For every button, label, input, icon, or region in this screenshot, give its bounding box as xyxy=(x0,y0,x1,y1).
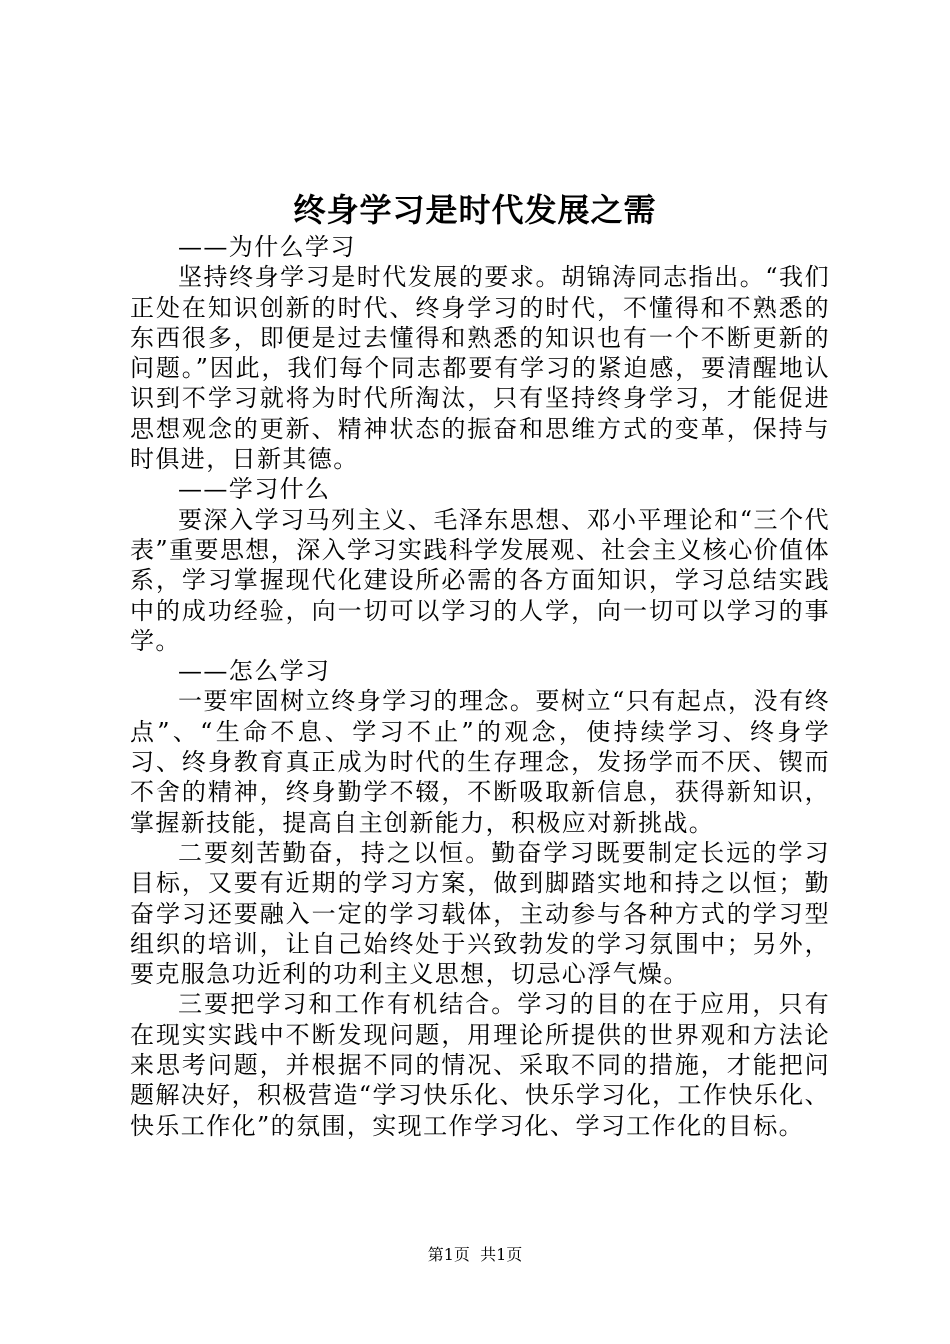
section-heading-how: ——怎么学习 xyxy=(178,657,331,686)
paragraph-what: 要深入学习马列主义、毛泽东思想、邓小平理论和“三个代表”重要思想，深入学习实践科学发展观、社会主义核心价值体系，学习掌握现代化建设所必需的各方面知识，学习总结实践中的成功经验，向一切可以学习的人学，向一切可以学习的事学。 xyxy=(130,505,830,655)
paragraph-why: 坚持终身学习是时代发展的要求。胡锦涛同志指出。“我们正处在知识创新的时代、终身学习的时代，不懂得和不熟悉的东西很多，即便是过去懂得和熟悉的知识也有一个不断更新的问题。”因此，我们每个同志都要有学习的紧迫感，要清醒地认识到不学习就将为时代所淘汰，只有坚持终身学习，才能促进思想观念的更新、精神状态的振奋和思维方式的变革，保持与时俱进，日新其德。 xyxy=(130,263,830,474)
document-title: 终身学习是时代发展之需 xyxy=(293,191,657,229)
paragraph-how-1: 一要牢固树立终身学习的理念。要树立“只有起点，没有终点”、“生命不息、学习不止”的观念，使持续学习、终身学习、终身教育真正成为时代的生存理念，发扬学而不厌、锲而不舍的精神，终身勤学不辍，不断吸取新信息，获得新知识，掌握新技能，提高自主创新能力，积极应对新挑战。 xyxy=(130,687,830,837)
paragraph-how-3: 三要把学习和工作有机结合。学习的目的在于应用，只有在现实实践中不断发现问题，用理论所提供的世界观和方法论来思考问题，并根据不同的情况、采取不同的措施，才能把问题解决好，积极营造“学习快乐化、快乐学习化，工作快乐化、快乐工作化”的氛围，实现工作学习化、学习工作化的目标。 xyxy=(130,990,830,1140)
section-heading-why: ——为什么学习 xyxy=(178,233,356,261)
page-total: 共1页 xyxy=(480,1245,523,1264)
page-footer xyxy=(0,1245,950,1265)
section-heading-what: ——学习什么 xyxy=(178,475,331,504)
paragraph-how-2: 二要刻苦勤奋，持之以恒。勤奋学习既要制定长远的学习目标，又要有近期的学习方案，做到脚踏实地和持之以恒；勤奋学习还要融入一定的学习载体，主动参与各种方式的学习型组织的培训，让自己始终处于兴致勃发的学习氛围中；另外，要克服急功近利的功利主义思想，切忌心浮气燥。 xyxy=(130,838,830,989)
page-number: 第1页 xyxy=(427,1245,470,1264)
document-body xyxy=(130,232,830,1141)
